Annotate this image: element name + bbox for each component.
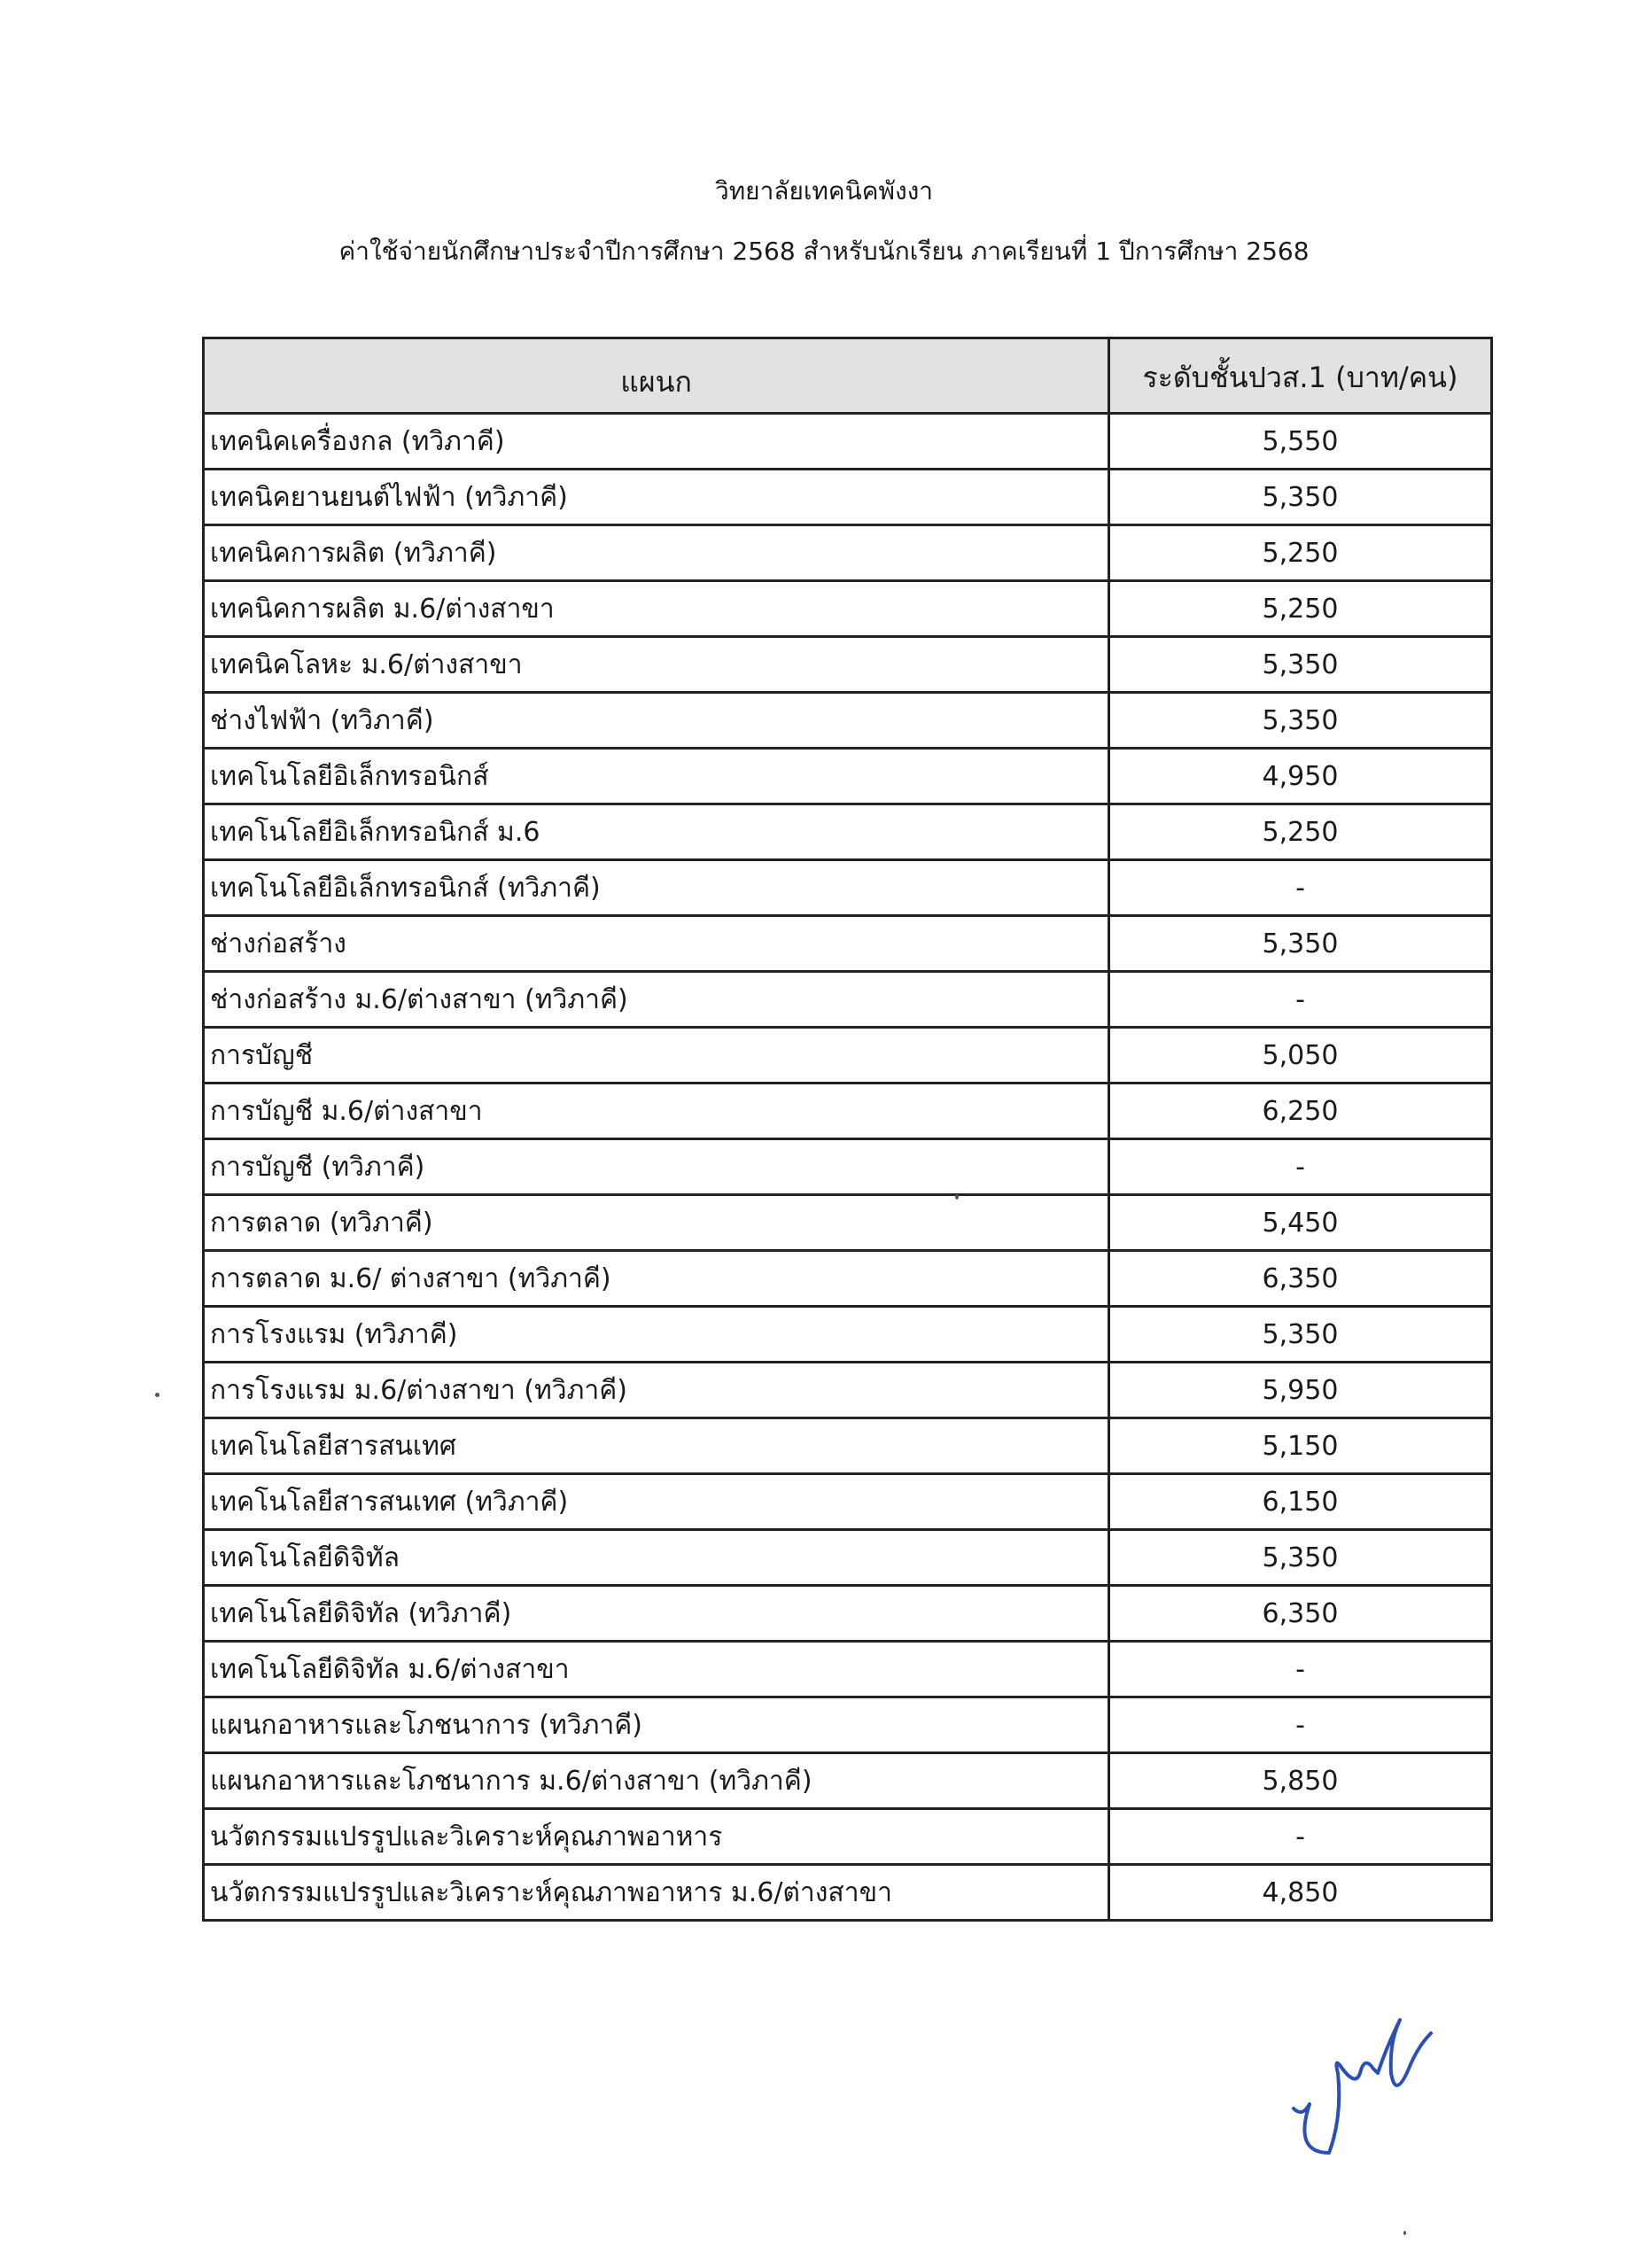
table-row bbox=[204, 1809, 1492, 1865]
fee-cell: 5,250 bbox=[1109, 581, 1492, 637]
table-row bbox=[204, 525, 1492, 581]
department-cell: ช่างก่อสร้าง ม.6/ต่างสาขา (ทวิภาคี) bbox=[204, 972, 1109, 1028]
fee-table bbox=[202, 337, 1493, 1922]
department-cell: เทคนิคโลหะ ม.6/ต่างสาขา bbox=[204, 637, 1109, 693]
fee-cell: 5,350 bbox=[1109, 916, 1492, 972]
table-row bbox=[204, 1084, 1492, 1139]
department-cell: เทคโนโลยีดิจิทัล bbox=[204, 1530, 1109, 1586]
department-cell: ช่างไฟฟ้า (ทวิภาคี) bbox=[204, 693, 1109, 749]
department-cell: เทคโนโลยีดิจิทัล ม.6/ต่างสาขา bbox=[204, 1642, 1109, 1697]
table-row bbox=[204, 1418, 1492, 1474]
column-header-department: แผนก bbox=[204, 338, 1109, 414]
fee-cell: 5,350 bbox=[1109, 1530, 1492, 1586]
table-row bbox=[204, 1753, 1492, 1809]
document-subtitle: ค่าใช้จ่ายนักศึกษาประจำปีการศึกษา 2568 สำหรับนักเรียน ภาคเรียนที่ 1 ปีการศึกษา 2568 bbox=[338, 237, 1310, 266]
department-cell: เทคโนโลยีสารสนเทศ (ทวิภาคี) bbox=[204, 1474, 1109, 1530]
department-cell: การบัญชี bbox=[204, 1028, 1109, 1084]
table-body bbox=[204, 414, 1492, 1921]
department-cell: ช่างก่อสร้าง bbox=[204, 916, 1109, 972]
scan-speck bbox=[155, 1393, 159, 1397]
department-cell: การโรงแรม ม.6/ต่างสาขา (ทวิภาคี) bbox=[204, 1363, 1109, 1418]
table-row bbox=[204, 916, 1492, 972]
table-row bbox=[204, 1139, 1492, 1195]
table-row bbox=[204, 1028, 1492, 1084]
scan-speck bbox=[1403, 2231, 1406, 2235]
table-header-row bbox=[204, 338, 1492, 414]
table-row bbox=[204, 1474, 1492, 1530]
document-title: วิทยาลัยเทคนิคพังงา bbox=[714, 176, 934, 206]
fee-cell: 5,350 bbox=[1109, 693, 1492, 749]
table-row bbox=[204, 1307, 1492, 1363]
fee-cell: 5,250 bbox=[1109, 804, 1492, 860]
fee-cell: - bbox=[1109, 1139, 1492, 1195]
fee-cell: 6,250 bbox=[1109, 1084, 1492, 1139]
department-cell: การบัญชี ม.6/ต่างสาขา bbox=[204, 1084, 1109, 1139]
table-row bbox=[204, 1530, 1492, 1586]
table-row bbox=[204, 1586, 1492, 1642]
table-row bbox=[204, 972, 1492, 1028]
fee-cell: 6,350 bbox=[1109, 1586, 1492, 1642]
department-cell: เทคนิคการผลิต ม.6/ต่างสาขา bbox=[204, 581, 1109, 637]
scan-speck bbox=[955, 1194, 959, 1200]
fee-cell: 5,150 bbox=[1109, 1418, 1492, 1474]
department-cell: นวัตกรรมแปรรูปและวิเคราะห์คุณภาพอาหาร ม.6/ต่างสาขา bbox=[204, 1865, 1109, 1921]
fee-cell: - bbox=[1109, 1809, 1492, 1865]
table-row bbox=[204, 804, 1492, 860]
department-cell: เทคนิคยานยนต์ไฟฟ้า (ทวิภาคี) bbox=[204, 470, 1109, 525]
signature bbox=[1276, 1984, 1435, 2162]
department-cell: การตลาด (ทวิภาคี) bbox=[204, 1195, 1109, 1251]
table-row bbox=[204, 749, 1492, 804]
fee-cell: 5,550 bbox=[1109, 414, 1492, 470]
department-cell: การบัญชี (ทวิภาคี) bbox=[204, 1139, 1109, 1195]
table-row bbox=[204, 1363, 1492, 1418]
fee-cell: 5,250 bbox=[1109, 525, 1492, 581]
table-row bbox=[204, 693, 1492, 749]
fee-cell: 5,350 bbox=[1109, 637, 1492, 693]
table-row bbox=[204, 581, 1492, 637]
fee-cell: 5,450 bbox=[1109, 1195, 1492, 1251]
column-header-fee: ระดับชั้นปวส.1 (บาท/คน) bbox=[1109, 338, 1492, 414]
fee-cell: 5,050 bbox=[1109, 1028, 1492, 1084]
table-row bbox=[204, 860, 1492, 916]
table-row bbox=[204, 637, 1492, 693]
table-row bbox=[204, 414, 1492, 470]
fee-cell: 6,350 bbox=[1109, 1251, 1492, 1307]
fee-cell: 4,850 bbox=[1109, 1865, 1492, 1921]
table-row bbox=[204, 1251, 1492, 1307]
table-row bbox=[204, 1697, 1492, 1753]
department-cell: การโรงแรม (ทวิภาคี) bbox=[204, 1307, 1109, 1363]
department-cell: เทคโนโลยีอิเล็กทรอนิกส์ (ทวิภาคี) bbox=[204, 860, 1109, 916]
department-cell: การตลาด ม.6/ ต่างสาขา (ทวิภาคี) bbox=[204, 1251, 1109, 1307]
table-row bbox=[204, 1642, 1492, 1697]
fee-cell: 5,350 bbox=[1109, 470, 1492, 525]
department-cell: แผนกอาหารและโภชนาการ (ทวิภาคี) bbox=[204, 1697, 1109, 1753]
fee-cell: - bbox=[1109, 860, 1492, 916]
department-cell: นวัตกรรมแปรรูปและวิเคราะห์คุณภาพอาหาร bbox=[204, 1809, 1109, 1865]
department-cell: เทคโนโลยีสารสนเทศ bbox=[204, 1418, 1109, 1474]
fee-cell: - bbox=[1109, 1642, 1492, 1697]
department-cell: เทคโนโลยีดิจิทัล (ทวิภาคี) bbox=[204, 1586, 1109, 1642]
fee-cell: 5,850 bbox=[1109, 1753, 1492, 1809]
department-cell: เทคโนโลยีอิเล็กทรอนิกส์ bbox=[204, 749, 1109, 804]
department-cell: เทคโนโลยีอิเล็กทรอนิกส์ ม.6 bbox=[204, 804, 1109, 860]
table-row bbox=[204, 1865, 1492, 1921]
fee-cell: - bbox=[1109, 1697, 1492, 1753]
fee-cell: 5,350 bbox=[1109, 1307, 1492, 1363]
table-row bbox=[204, 470, 1492, 525]
fee-cell: 6,150 bbox=[1109, 1474, 1492, 1530]
fee-cell: - bbox=[1109, 972, 1492, 1028]
fee-cell: 5,950 bbox=[1109, 1363, 1492, 1418]
department-cell: เทคนิคเครื่องกล (ทวิภาคี) bbox=[204, 414, 1109, 470]
department-cell: เทคนิคการผลิต (ทวิภาคี) bbox=[204, 525, 1109, 581]
table-row bbox=[204, 1195, 1492, 1251]
fee-cell: 4,950 bbox=[1109, 749, 1492, 804]
department-cell: แผนกอาหารและโภชนาการ ม.6/ต่างสาขา (ทวิภาคี) bbox=[204, 1753, 1109, 1809]
